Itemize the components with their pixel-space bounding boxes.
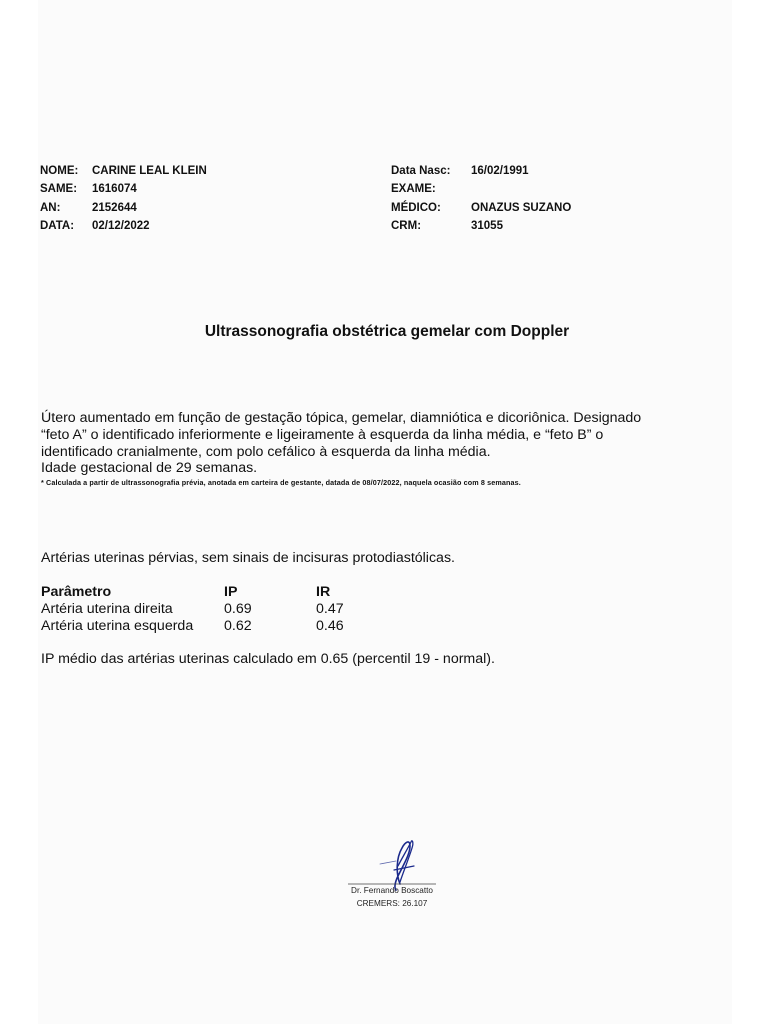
- birth-date-row: [391, 162, 571, 180]
- same-row: [40, 180, 207, 198]
- an-value: 2152644: [92, 201, 137, 214]
- signature-name: Dr. Fernando Boscatto: [351, 886, 433, 895]
- gestational-age-line: Idade gestacional de 29 semanas.: [41, 460, 258, 477]
- row-parameter: Artéria uterina direita: [41, 601, 173, 617]
- patient-name-value: CARINE LEAL KLEIN: [92, 165, 207, 177]
- header-ir: IR: [316, 584, 331, 600]
- an-row: [40, 199, 207, 217]
- doctor-signature: [340, 836, 444, 916]
- findings-paragraph: [41, 410, 731, 477]
- doppler-table: [41, 584, 376, 635]
- patient-info-right: [391, 162, 571, 235]
- doctor-value: ONAZUS SUZANO: [471, 201, 572, 214]
- patient-name-row: [40, 162, 207, 180]
- row-ip: 0.62: [224, 618, 252, 634]
- signature-scribble: [340, 836, 444, 892]
- header-parameter: Parâmetro: [41, 584, 112, 600]
- ip-medio-text: IP médio das artérias uterinas calculado em 0.65 (percentil 19 - normal).: [41, 651, 495, 667]
- crm-label: CRM:: [391, 219, 422, 232]
- uterine-arteries-text: Artérias uterinas pérvias, sem sinais de incisuras protodiastólicas.: [41, 550, 455, 566]
- same-value: 1616074: [92, 183, 137, 196]
- date-label: DATA:: [40, 219, 75, 232]
- birth-date-label: Data Nasc:: [391, 165, 451, 177]
- findings-line: “feto A” o identificado inferiormente e ligeiramente à esquerda da linha média, e “feto B” o: [41, 426, 604, 443]
- crm-row: [391, 217, 571, 235]
- findings-line: Útero aumentado em função de gestação tópica, gemelar, diamniótica e dicoriônica. Designado: [41, 410, 642, 426]
- an-label: AN:: [40, 201, 61, 214]
- same-label: SAME:: [40, 183, 78, 196]
- exam-label: EXAME:: [391, 183, 436, 196]
- header-ip: IP: [224, 584, 238, 600]
- row-ir: 0.47: [316, 601, 344, 617]
- date-row: [40, 217, 207, 235]
- patient-name-label: NOME:: [40, 165, 79, 177]
- patient-info-left: [40, 162, 207, 235]
- crm-value: 31055: [471, 219, 503, 232]
- row-ip: 0.69: [224, 601, 252, 617]
- table-row: [41, 601, 376, 618]
- exam-row: [391, 180, 571, 198]
- report-title: Ultrassonografia obstétrica gemelar com Doppler: [204, 323, 570, 340]
- doctor-row: [391, 199, 571, 217]
- birth-date-value: 16/02/1991: [471, 165, 529, 177]
- date-value: 02/12/2022: [92, 219, 150, 232]
- row-parameter: Artéria uterina esquerda: [41, 618, 194, 634]
- doctor-label: MÉDICO:: [391, 201, 441, 214]
- table-header-row: [41, 584, 376, 601]
- table-row: [41, 618, 376, 635]
- gestational-age-footnote: * Calculada a partir de ultrassonografia prévia, anotada em carteira de gestante, datada de 08/07/2022, naquela ocasião com 8 semanas.: [41, 478, 521, 487]
- signature-crm: CREMERS: 26.107: [356, 899, 428, 908]
- findings-line: identificado cranialmente, com polo cefálico à esquerda da linha média.: [41, 443, 491, 460]
- row-ir: 0.46: [316, 618, 344, 634]
